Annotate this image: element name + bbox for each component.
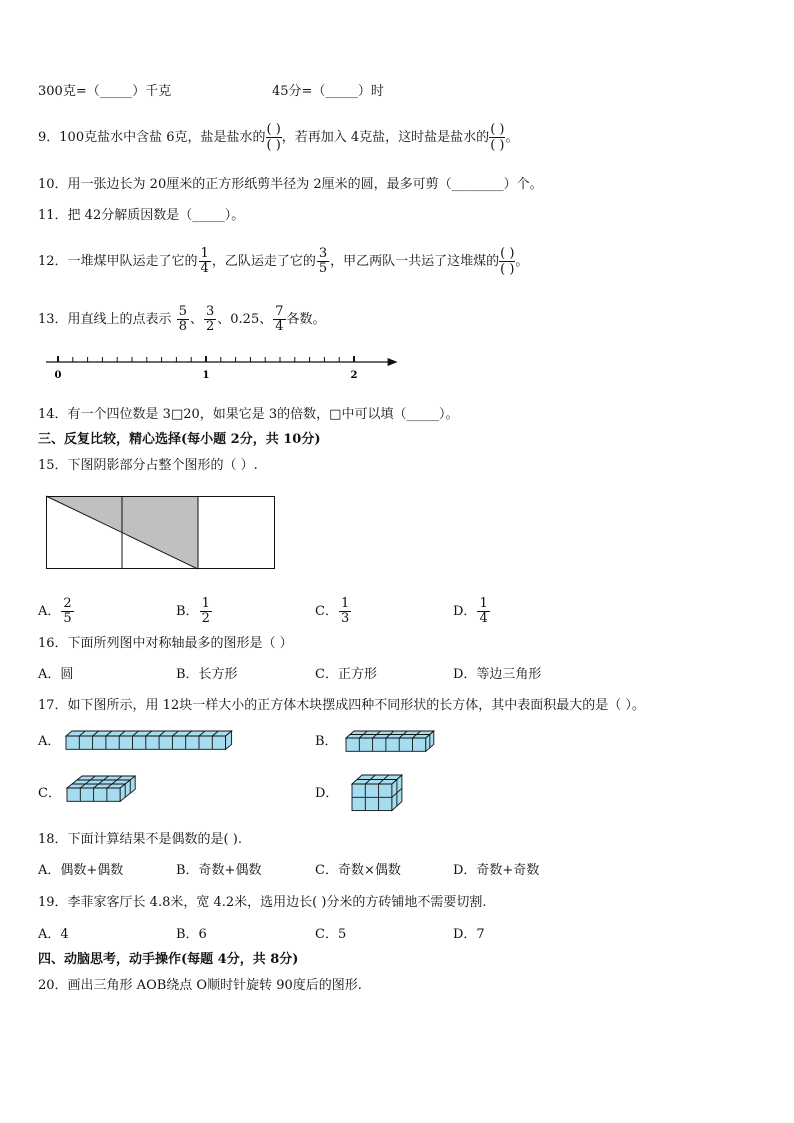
question-18: 18．下面计算结果不是偶数的是( ). (38, 832, 242, 847)
q18-option-a[interactable]: A．偶数+偶数 (38, 863, 124, 878)
question-16: 16．下面所列图中对称轴最多的图形是（ ） (38, 636, 293, 651)
question-14: 14．有一个四位数是 3□20，如果它是 3的倍数，□中可以填（_____）。 (38, 407, 459, 422)
cube-figure-a (66, 731, 232, 749)
q16-option-a[interactable]: A．圆 (38, 667, 74, 682)
q19-option-a[interactable]: A．4 (38, 927, 69, 942)
cube-figure-d (352, 775, 402, 811)
fraction-three-fifths: $\frac{3}{5}$ (318, 246, 328, 276)
q16-option-c[interactable]: C．正方形 (315, 667, 377, 682)
q16-option-b[interactable]: B．长方形 (176, 667, 238, 682)
q15-option-d[interactable]: D． $\frac{1}{4}$ (453, 596, 488, 626)
q19-option-b[interactable]: B．6 (176, 927, 207, 942)
q16-option-d[interactable]: D．等边三角形 (453, 667, 542, 682)
q9-answer-fraction-1: $\frac{( )}{( )}$ (266, 122, 281, 153)
q19-option-d[interactable]: D．7 (453, 927, 485, 942)
question-19: 19．李菲家客厅长 4.8米，宽 4.2米，选用边长( )分米的方砖铺地不需要切割. (38, 895, 487, 910)
q18-option-d[interactable]: D．奇数+奇数 (453, 863, 540, 878)
q9-text-a: 9．100克盐水中含盐 6克，盐是盐水的 (38, 130, 266, 145)
cube-figure-c (67, 776, 135, 801)
q17-option-c[interactable]: C． (38, 786, 61, 801)
question-20: 20．画出三角形 AOB绕点 O顺时针旋转 90度后的图形. (38, 978, 362, 993)
fraction-one-quarter: $\frac{1}{4}$ (200, 246, 209, 276)
question-10: 10．用一张边长为 20厘米的正方形纸剪半径为 2厘米的圆，最多可剪（________）个。 (38, 177, 543, 192)
q19-option-c[interactable]: C．5 (315, 927, 347, 942)
number-line-label: 0 (54, 370, 62, 381)
conversion-grams: 300克=（_____）千克 (38, 84, 172, 99)
q15-option-c[interactable]: C． $\frac{1}{3}$ (315, 596, 350, 626)
question-17: 17．如下图所示，用 12块一样大小的正方体木块摆成四种不同形状的长方体，其中表面积最大的是（ ）。 (38, 698, 645, 713)
q9-text-b: ，若再加入 4克盐，这时盐是盐水的 (281, 130, 490, 145)
section-4-heading: 四、动脑思考，动手操作(每题 4分，共 8分) (38, 952, 299, 967)
q15-option-b[interactable]: B． $\frac{1}{2}$ (176, 596, 210, 626)
q9-answer-fraction-2: $\frac{( )}{( )}$ (490, 122, 505, 153)
cube-figure-b (346, 731, 434, 751)
q15-option-a[interactable]: A． $\frac{2}{5}$ (38, 596, 72, 626)
number-line-label: 2 (350, 370, 358, 381)
conversion-minutes: 45分=（_____）时 (272, 84, 384, 99)
q17-option-b[interactable]: B． (315, 734, 338, 749)
question-12: 12．一堆煤甲队运走了它的 $\frac{1}{4}$ ，乙队运走了它的 $\frac{3}{5}$ ，甲乙两队一共运了这堆煤的 $\frac{( )}{( )}$ 。 (38, 246, 529, 277)
q17-option-d[interactable]: D． (315, 786, 339, 801)
question-13: 13．用直线上的点表示 $\frac{5}{8}$ 、 $\frac{3}{2}$ 、0.25、 $\frac{7}{4}$ 各数。 (38, 304, 326, 334)
q17-option-a[interactable]: A． (38, 734, 61, 749)
question-9: 9．100克盐水中含盐 6克，盐是盐水的 $\frac{( )}{( )}$ ，若再加入 4克盐，这时盐是盐水的 $\frac{( )}{( )}$ 。 (38, 122, 519, 153)
section-3-heading: 三、反复比较，精心选择(每小题 2分，共 10分) (38, 432, 321, 447)
q18-option-c[interactable]: C．奇数×偶数 (315, 863, 401, 878)
question-11: 11．把 42分解质因数是（_____）。 (38, 208, 245, 223)
q12-answer-fraction: $\frac{( )}{( )}$ (500, 246, 515, 277)
question-15: 15．下图阴影部分占整个图形的（ ）. (38, 458, 258, 473)
q18-option-b[interactable]: B．奇数+偶数 (176, 863, 262, 878)
number-line-label: 1 (202, 370, 210, 381)
